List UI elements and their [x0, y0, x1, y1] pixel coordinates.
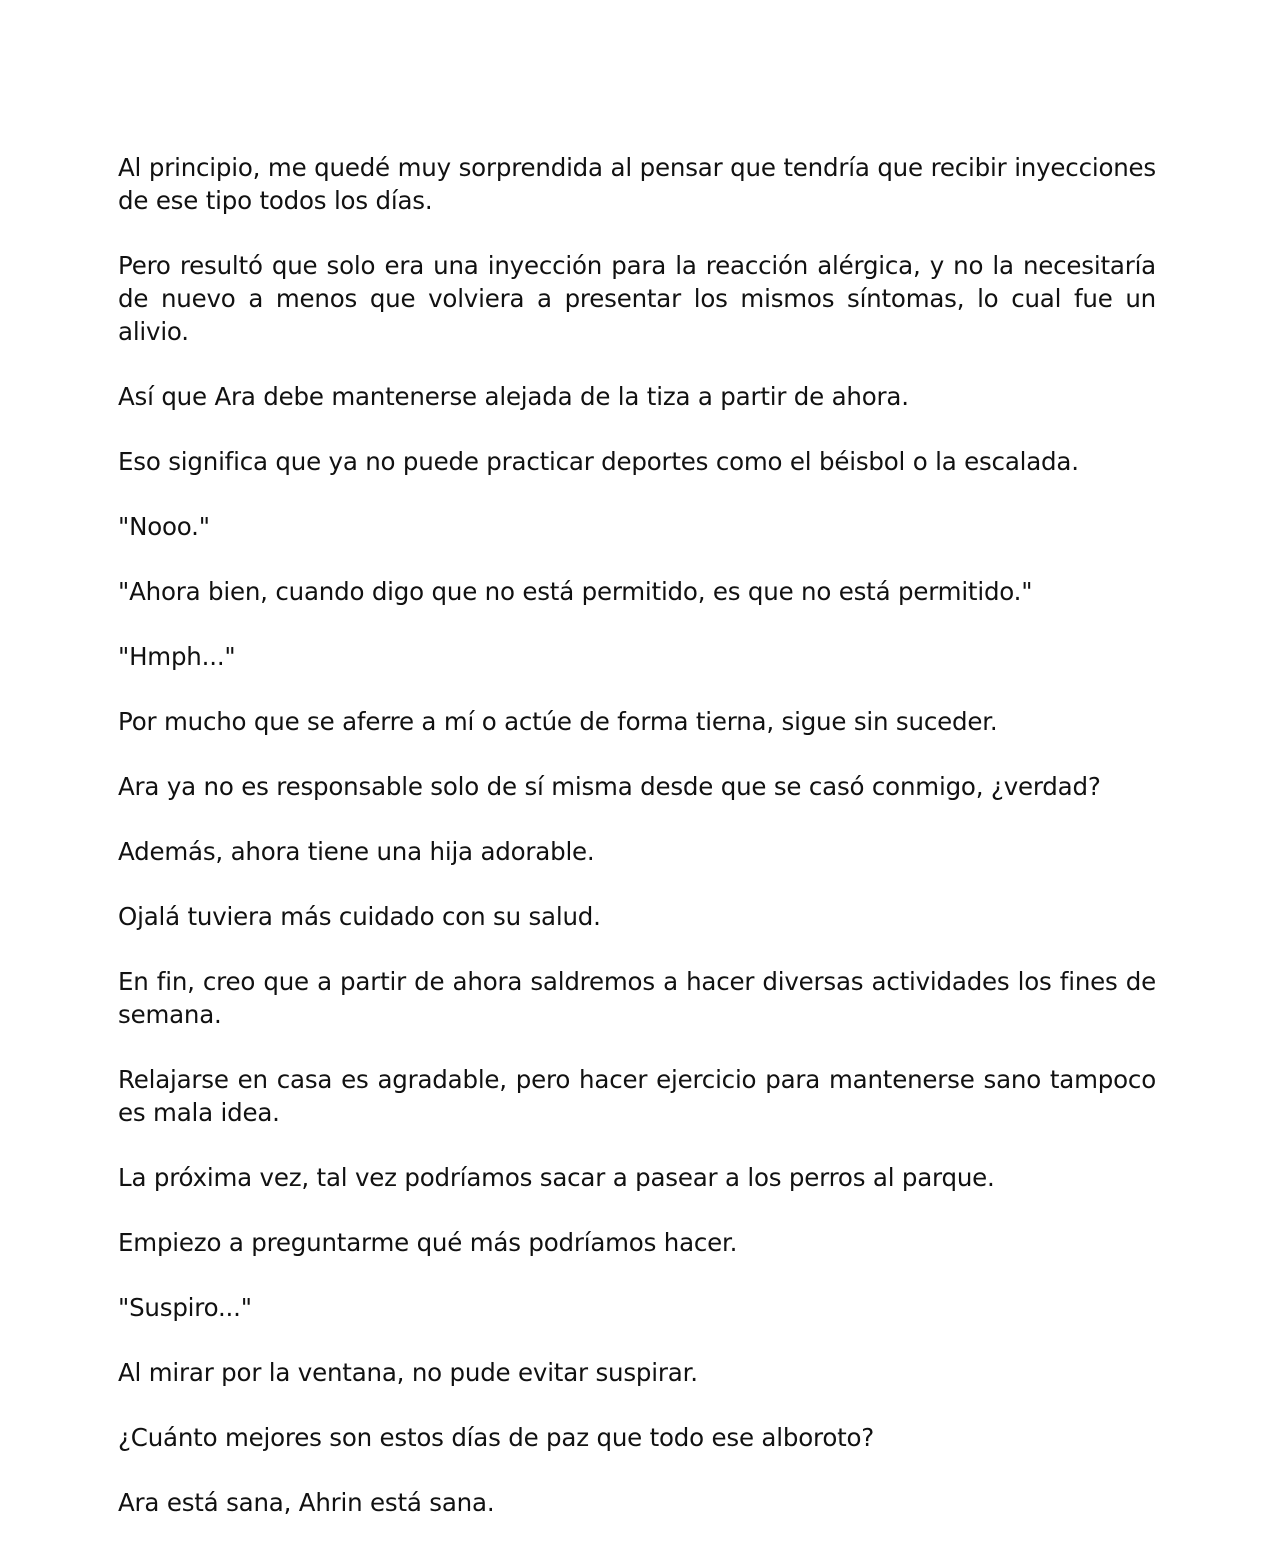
- paragraph: Al mirar por la ventana, no pude evitar suspirar.: [118, 1358, 698, 1387]
- paragraph: En fin, creo que a partir de ahora saldremos a hacer diversas actividades los fines de semana.: [118, 967, 1156, 1029]
- paragraph: La próxima vez, tal vez podríamos sacar a pasear a los perros al parque.: [118, 1163, 995, 1192]
- paragraph: Relajarse en casa es agradable, pero hacer ejercicio para mantenerse sano tampoco es mala idea.: [118, 1065, 1156, 1127]
- paragraph: ¿Cuánto mejores son estos días de paz que todo ese alboroto?: [118, 1423, 875, 1452]
- paragraph: "Nooo.": [118, 512, 210, 541]
- paragraph: Empiezo a preguntarme qué más podríamos hacer.: [118, 1228, 738, 1257]
- paragraph: Ojalá tuviera más cuidado con su salud.: [118, 902, 601, 931]
- paragraph: "Suspiro...": [118, 1293, 252, 1322]
- paragraph: Ara está sana, Ahrin está sana.: [118, 1488, 495, 1517]
- paragraph: "Hmph...": [118, 642, 236, 671]
- document-page: [118, 151, 1156, 1551]
- paragraph: Además, ahora tiene una hija adorable.: [118, 837, 595, 866]
- paragraph: Al principio, me quedé muy sorprendida al pensar que tendría que recibir inyecciones de ese tipo todos los días.: [118, 153, 1156, 215]
- paragraph: Ara ya no es responsable solo de sí misma desde que se casó conmigo, ¿verdad?: [118, 772, 1101, 801]
- paragraph: Pero resultó que solo era una inyección para la reacción alérgica, y no la necesitaría de nuevo a menos que volviera a presentar los mismos síntomas, lo cual fue un alivio.: [118, 251, 1156, 346]
- paragraph: "Ahora bien, cuando digo que no está permitido, es que no está permitido.": [118, 577, 1033, 606]
- paragraph: Así que Ara debe mantenerse alejada de la tiza a partir de ahora.: [118, 382, 909, 411]
- paragraph: Eso significa que ya no puede practicar deportes como el béisbol o la escalada.: [118, 447, 1079, 476]
- paragraph: Por mucho que se aferre a mí o actúe de forma tierna, sigue sin suceder.: [118, 707, 998, 736]
